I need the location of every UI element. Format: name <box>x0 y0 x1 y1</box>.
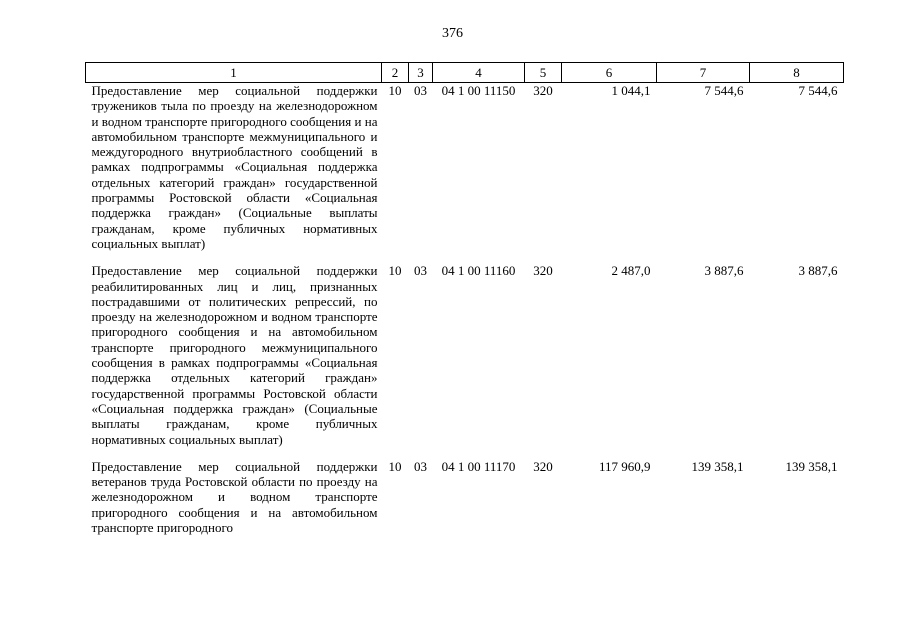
table-row <box>86 83 844 264</box>
page-number: 376 <box>442 26 463 41</box>
header-cell-8: 8 <box>750 63 844 83</box>
section-code: 10 <box>388 458 402 474</box>
header-cell-5: 5 <box>525 63 562 83</box>
table-row <box>86 459 844 547</box>
table-header-row <box>86 63 844 83</box>
header-cell-3: 3 <box>409 63 433 83</box>
expense-type-code: 320 <box>533 458 553 474</box>
header-cell-7: 7 <box>657 63 750 83</box>
row-description: Предоставление мер социальной поддержки тружеников тыла по проезду на железнодорожном и водном транспорте пригородного сообщения и на автомобильном транспорте межмуниципального и междугородного внутриобластного сообщений в рамках подпрограммы «Социальная поддержка отдельных категорий граждан» государственной программы Ростовской области «Социальная поддержка граждан» (Социальные выплаты гражданам, кроме публичных нормативных социальных выплат) <box>91 83 378 251</box>
amount-col6: 2 487,0 <box>611 263 651 279</box>
budget-table <box>85 62 844 547</box>
amount-col8: 3 887,6 <box>798 263 838 279</box>
amount-col8: 7 544,6 <box>798 83 838 98</box>
section-code: 10 <box>388 83 402 98</box>
expense-type-code: 320 <box>533 263 553 279</box>
row-description: Предоставление мер социальной поддержки ветеранов труда Ростовской области по проезду на железнодорожном и водном транспорте пригородного сообщения и на автомобильном транспорте пригородного <box>91 458 378 536</box>
target-article-code: 04 1 00 11150 <box>441 83 516 98</box>
subsection-code: 03 <box>414 83 427 98</box>
amount-col6: 117 960,9 <box>598 458 651 474</box>
subsection-code: 03 <box>414 263 427 279</box>
target-article-code: 04 1 00 11160 <box>441 263 516 279</box>
amount-col8: 139 358,1 <box>785 458 838 474</box>
header-cell-4: 4 <box>433 63 525 83</box>
expense-type-code: 320 <box>533 83 553 98</box>
subsection-code: 03 <box>414 458 427 474</box>
amount-col7: 7 544,6 <box>704 83 744 98</box>
amount-col7: 139 358,1 <box>691 458 744 474</box>
table-row <box>86 263 844 459</box>
header-cell-2: 2 <box>382 63 409 83</box>
section-code: 10 <box>388 263 402 279</box>
header-cell-1: 1 <box>86 63 382 83</box>
amount-col7: 3 887,6 <box>704 263 744 279</box>
row-description: Предоставление мер социальной поддержки реабилитированных лиц и лиц, признанных пострадавшими от политических репрессий, по проезду на железнодорожном и водном транспорте пригородного сообщения и на автомобильном транспорте пригородного межмуниципального сообщения в рамках подпрограммы «Социальная поддержка отдельных категорий граждан» государственной программы Ростовской области «Социальная поддержка граждан» (Социальные выплаты гражданам, кроме публичных нормативных социальных выплат) <box>91 263 378 447</box>
target-article-code: 04 1 00 11170 <box>441 458 516 474</box>
header-cell-6: 6 <box>562 63 657 83</box>
amount-col6: 1 044,1 <box>611 83 651 98</box>
